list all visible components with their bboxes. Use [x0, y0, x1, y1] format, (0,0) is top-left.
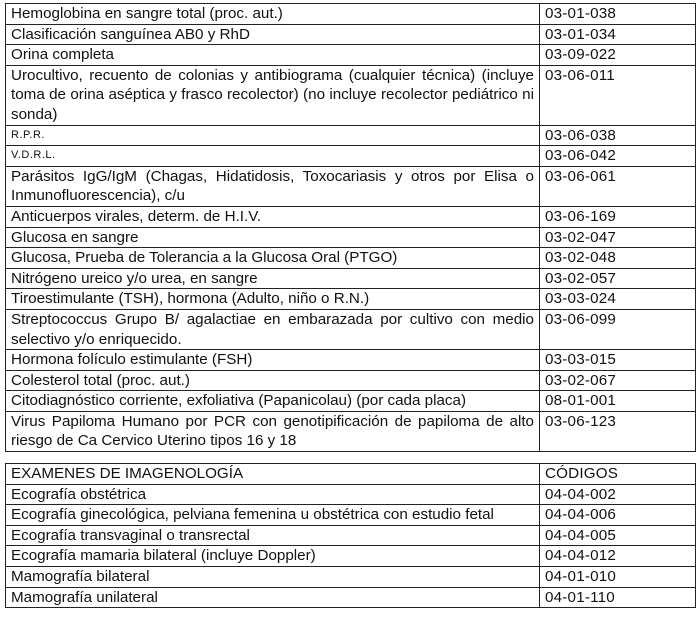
- exam-name: Streptococcus Grupo B/ agalactiae en embarazada por cultivo con medio selectivo y/o enriquecido.: [6, 309, 540, 349]
- exam-name: V.D.R.L.: [6, 146, 540, 167]
- table-row: [6, 146, 696, 167]
- table-row: [6, 411, 696, 451]
- table-row: [6, 125, 696, 146]
- exam-name: Ecografía ginecológica, pelviana femenina u obstétrica con estudio fetal: [6, 505, 540, 526]
- table-row: [6, 4, 696, 25]
- table-row: [6, 24, 696, 45]
- imaging-header-code: CÓDIGOS: [540, 464, 696, 485]
- imaging-header-name: EXAMENES DE IMAGENOLOGÍA: [6, 464, 540, 485]
- imaging-exams-body: [6, 464, 696, 608]
- exam-name: Parásitos IgG/IgM (Chagas, Hidatidosis, Toxocariasis y otros por Elisa o Inmunofluorescencia), c/u: [6, 166, 540, 206]
- table-row: [6, 546, 696, 567]
- imaging-header-row: [6, 464, 696, 485]
- exam-name: Mamografía bilateral: [6, 566, 540, 587]
- table-row: [6, 248, 696, 269]
- exam-name: Glucosa, Prueba de Tolerancia a la Glucosa Oral (PTGO): [6, 248, 540, 269]
- exam-code: 03-02-067: [540, 370, 696, 391]
- lab-exams-table: [5, 3, 696, 452]
- exam-code: 03-06-011: [540, 65, 696, 125]
- exam-code: 03-06-042: [540, 146, 696, 167]
- exam-code: 08-01-001: [540, 391, 696, 412]
- imaging-exams-table: [5, 463, 696, 608]
- table-row: [6, 268, 696, 289]
- exam-code: 03-06-099: [540, 309, 696, 349]
- exam-code: 03-01-038: [540, 4, 696, 25]
- exam-code: 04-01-110: [540, 587, 696, 608]
- exam-name: Glucosa en sangre: [6, 227, 540, 248]
- table-row: [6, 350, 696, 371]
- exam-code: 03-02-048: [540, 248, 696, 269]
- exam-code: 03-03-024: [540, 289, 696, 310]
- exam-name: Anticuerpos virales, determ. de H.I.V.: [6, 206, 540, 227]
- table-row: [6, 65, 696, 125]
- table-row: [6, 227, 696, 248]
- table-row: [6, 370, 696, 391]
- exam-name: Citodiagnóstico corriente, exfoliativa (Papanicolau) (por cada placa): [6, 391, 540, 412]
- table-row: [6, 566, 696, 587]
- exam-code: 04-04-012: [540, 546, 696, 567]
- table-row: [6, 206, 696, 227]
- exam-name: Ecografía transvaginal o transrectal: [6, 525, 540, 546]
- table-row: [6, 309, 696, 349]
- exam-code: 04-01-010: [540, 566, 696, 587]
- exam-name: Nitrógeno ureico y/o urea, en sangre: [6, 268, 540, 289]
- exam-code: 03-02-047: [540, 227, 696, 248]
- table-row: [6, 289, 696, 310]
- exam-name: Orina completa: [6, 45, 540, 66]
- exam-code: 03-09-022: [540, 45, 696, 66]
- exam-name: Ecografía obstétrica: [6, 484, 540, 505]
- exam-code: 04-04-002: [540, 484, 696, 505]
- exam-name: Urocultivo, recuento de colonias y antibiograma (cualquier técnica) (incluye toma de orina aséptica y frasco recolector) (no incluye recolector pediátrico ni sonda): [6, 65, 540, 125]
- table-row: [6, 484, 696, 505]
- exam-code: 03-06-061: [540, 166, 696, 206]
- exam-name: Clasificación sanguínea AB0 y RhD: [6, 24, 540, 45]
- exam-name: Virus Papiloma Humano por PCR con genotipificación de papiloma de alto riesgo de Ca Cervico Uterino tipos 16 y 18: [6, 411, 540, 451]
- exam-name: R.P.R.: [6, 125, 540, 146]
- exam-name: Hemoglobina en sangre total (proc. aut.): [6, 4, 540, 25]
- exam-code: 04-04-006: [540, 505, 696, 526]
- exam-name: Ecografía mamaria bilateral (incluye Doppler): [6, 546, 540, 567]
- exam-code: 03-06-123: [540, 411, 696, 451]
- table-row: [6, 166, 696, 206]
- table-row: [6, 45, 696, 66]
- exam-code: 04-04-005: [540, 525, 696, 546]
- exam-code: 03-06-169: [540, 206, 696, 227]
- table-row: [6, 525, 696, 546]
- exam-code: 03-03-015: [540, 350, 696, 371]
- table-row: [6, 391, 696, 412]
- exam-code: 03-06-038: [540, 125, 696, 146]
- lab-exams-body: [6, 4, 696, 452]
- exam-name: Hormona folículo estimulante (FSH): [6, 350, 540, 371]
- exam-name: Tiroestimulante (TSH), hormona (Adulto, niño o R.N.): [6, 289, 540, 310]
- table-row: [6, 587, 696, 608]
- exam-name: Colesterol total (proc. aut.): [6, 370, 540, 391]
- table-row: [6, 505, 696, 526]
- exam-code: 03-01-034: [540, 24, 696, 45]
- exam-name: Mamografía unilateral: [6, 587, 540, 608]
- exam-code: 03-02-057: [540, 268, 696, 289]
